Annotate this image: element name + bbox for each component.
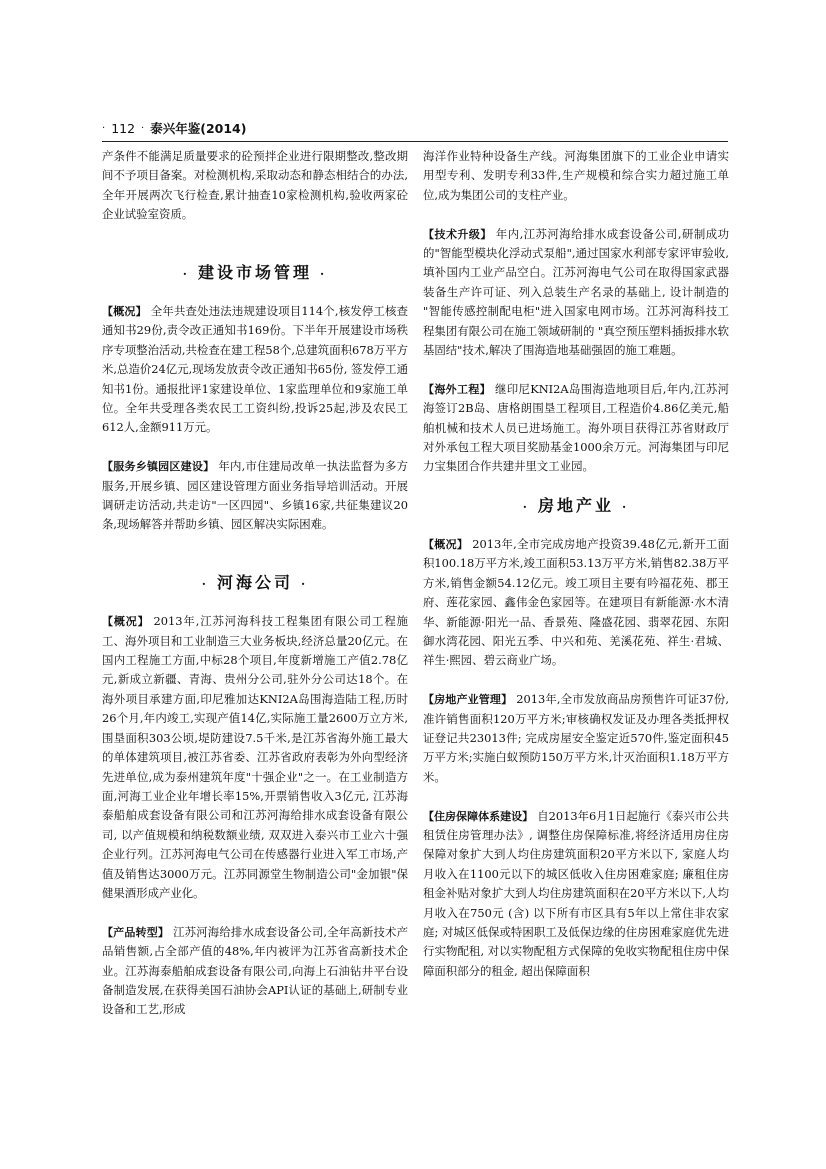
paragraph-tag: 【技术升级】 <box>423 227 492 241</box>
book-title: 泰兴年鉴(2014) <box>150 121 247 136</box>
paragraph-tag: 【服务乡镇园区建设】 <box>102 460 215 474</box>
paragraph-housing-security <box>423 807 729 982</box>
paragraph-hehai-overview <box>102 612 408 903</box>
paragraph-text: 2013年,全市完成房地产投资39.48亿元,新开工面积100.18万平方米,竣工面积53.13万平方米,销售82.38万平方米,销售金额54.12亿元。竣工项目主要有吟福花苑、郡王府、莲花家园、鑫伟金色家园等。在建项目有新能源·水木清华、新能源·阳光一品、香景苑、隆盛花园、翡翠花园、东阳御水湾花园、阳光五季、中兴和苑、羌溪花苑、祥生·君城、祥生·熙园、碧云商业广场。 <box>423 536 729 668</box>
paragraph-real-estate-management <box>423 690 729 787</box>
paragraph-text: 2013年,全市发放商品房预售许可证37份,准许销售面积120万平方米;审核确权发证及办理各类抵押权证登记共23013件; 完成房屋安全鉴定近570件,鉴定面积45万平方米;实施白蚁预防150万平方米,计灭治面积1.18万平方米。 <box>423 692 729 784</box>
header-rule <box>102 141 728 142</box>
paragraph-text: 自2013年6月1日起施行《泰兴市公共租赁住房管理办法》, 调整住房保障标准,将经济适用房住房保障对象扩大到人均住房建筑面积20平方米以下, 家庭人均月收入在1100元以下的城区低收入住房困难家庭; 廉租住房租金补贴对象扩大到人均住房建筑面积在20平方米以下,人均月收入在750元 (含) 以下所有市区具有5年以上常住非农家庭; 对城区低保或特困职工及低保边缘的住房困难家庭优先进行实物配租, 对以实物配租方式保障的免收实物配租住房中保障面积部分的租金, 超出保障面积 <box>423 808 730 978</box>
section-heading-construction-market: · 建设市场管理 · <box>182 263 328 283</box>
paragraph-continuation: 产条件不能满足质量要求的砼预拌企业进行限期整改,整改期间不予项目备案。对检测机构,采取动态和静态相结合的办法,全年开展两次飞行检查,累计抽查10家检测机构,验收两家砼企业试验室资质。 <box>102 149 408 222</box>
paragraph-text: 全年共查处违法违规建设项目114个,核发停工核查通知书29份,责令改正通知书169份。下半年开展建设市场秩序专项整治活动,共检查在建工程58个,总建筑面积678万平方米,总造价24亿元,现场发放责令改正通知书65份, 签发停工通知书1份。通报批评1家建设单位、1家监理单位和9家施工单位。全年共受理各类农民工工资纠纷,投诉25起,涉及农民工612人,金额911万元。 <box>102 304 408 435</box>
left-column <box>102 147 408 1020</box>
paragraph-text: 继印尼KNI2A岛围海造地项目后,年内,江苏河海签订2B岛、唐格朗围垦工程项目,工程造价4.86亿美元,船舶机械和技术人员已进场施工。海外项目获得江苏省财政厅对外承包工程大项目奖励基金1000余万元。河海集团与印尼力宝集团合作共建井里文工业园。 <box>423 381 729 474</box>
paragraph-text: 江苏河海给排水成套设备公司,全年高新技术产品销售额,占全部产值的48%,年内被评为江苏省高新技术企业。江苏海泰船舶成套设备有限公司,向海上石油钻井平台设备制造发展,在获得美国石油协会API认证的基础上,研制专业设备和工艺,形成 <box>102 924 409 1017</box>
paragraph-overseas <box>423 380 729 477</box>
header-bullet: · <box>141 122 145 134</box>
paragraph-text: 年内,市住建局改单一执法监督为多方服务,开展乡镇、园区建设管理方面业务指导培训活动。开展调研走访活动,共走访"一区四园"、乡镇16家,共征集建议20条,现场解答并帮助乡镇、园区解决实际困难。 <box>102 459 409 532</box>
section-heading-real-estate: · 房地产业 · <box>522 495 630 515</box>
header-bullet: · <box>102 122 106 134</box>
paragraph-tag: 【概况】 <box>102 305 147 319</box>
paragraph-tech-upgrade <box>423 225 729 361</box>
paragraph-tag: 【房地产业管理】 <box>423 693 513 707</box>
page-header <box>102 118 728 138</box>
section-title: 房地产业 <box>537 495 614 515</box>
paragraph-tag: 【海外工程】 <box>423 382 492 396</box>
page-number: 112 <box>111 120 136 136</box>
paragraph-tag: 【概况】 <box>102 615 150 629</box>
paragraph-tag: 【概况】 <box>423 537 469 551</box>
section-title: 河海公司 <box>216 573 293 593</box>
section-title: 建设市场管理 <box>197 263 312 283</box>
paragraph-continuation: 海洋作业特种设备生产线。河海集团旗下的工业企业申请实用型专利、发明专利33件,生产规模和综合实力超过施工单位,成为集团公司的支柱产业。 <box>423 149 729 202</box>
right-column <box>423 147 729 981</box>
paragraph-product-transform <box>102 923 408 1020</box>
section-heading-hehai: · 河海公司 · <box>201 573 309 593</box>
paragraph-text: 2013年,江苏河海科技工程集团有限公司工程施工、海外项目和工业制造三大业务板块,经济总量20亿元。在国内工程施工方面,中标28个项目,年度新增施工产值2.78亿元,新成立新疆、青海、贵州分公司,驻外分公司达18个。在海外项目承建方面,印尼雅加达KNI2A岛围海造陆工程,历时26个月,年内竣工,实现产值14亿,实际施工量2600万立方米,围垦面积303公顷,堤防建设7.5千米,是江苏省海外施工最大的单体建筑项目,被江苏省委、江苏省政府表彰为外向型经济先进单位,成为泰州建筑年度"十强企业"之一。在工业制造方面,河海工业企业年增长率15%,开票销售收入3亿元, 江苏海泰船舶成套设备有限公司和江苏河海给排水成套设备有限公司, 以产值规模和纳税数额业绩, 双双进入泰兴市工业六十强企业行列。江苏河海电气公司在传感器行业进入军工市场,产值及销售达3000万元。江苏同源堂生物制造公司"金加银"保健果酒形成产业化。 <box>102 614 408 900</box>
paragraph-overview <box>102 302 408 438</box>
paragraph-real-estate-overview <box>423 535 729 671</box>
paragraph-text: 年内,江苏河海给排水成套设备公司,研制成功的"智能型模块化浮动式泵船",通过国家水利部专家评审验收, 填补国内工业产品空白。江苏河海电气公司在取得国家武器装备生产许可证、列入总装生产名录的基础上, 设计制造的 "智能传感控制配电柜"进入国家电网市场。江苏河海科技工程集团有限公司在施工领域研制的 "真空预压塑料插扳排水软基固结"技术,解决了围海造地基础强固的施工难题。 <box>423 226 730 358</box>
paragraph-tag: 【产品转型】 <box>102 925 170 939</box>
paragraph-tag: 【住房保障体系建设】 <box>423 809 534 823</box>
paragraph-service <box>102 457 408 535</box>
